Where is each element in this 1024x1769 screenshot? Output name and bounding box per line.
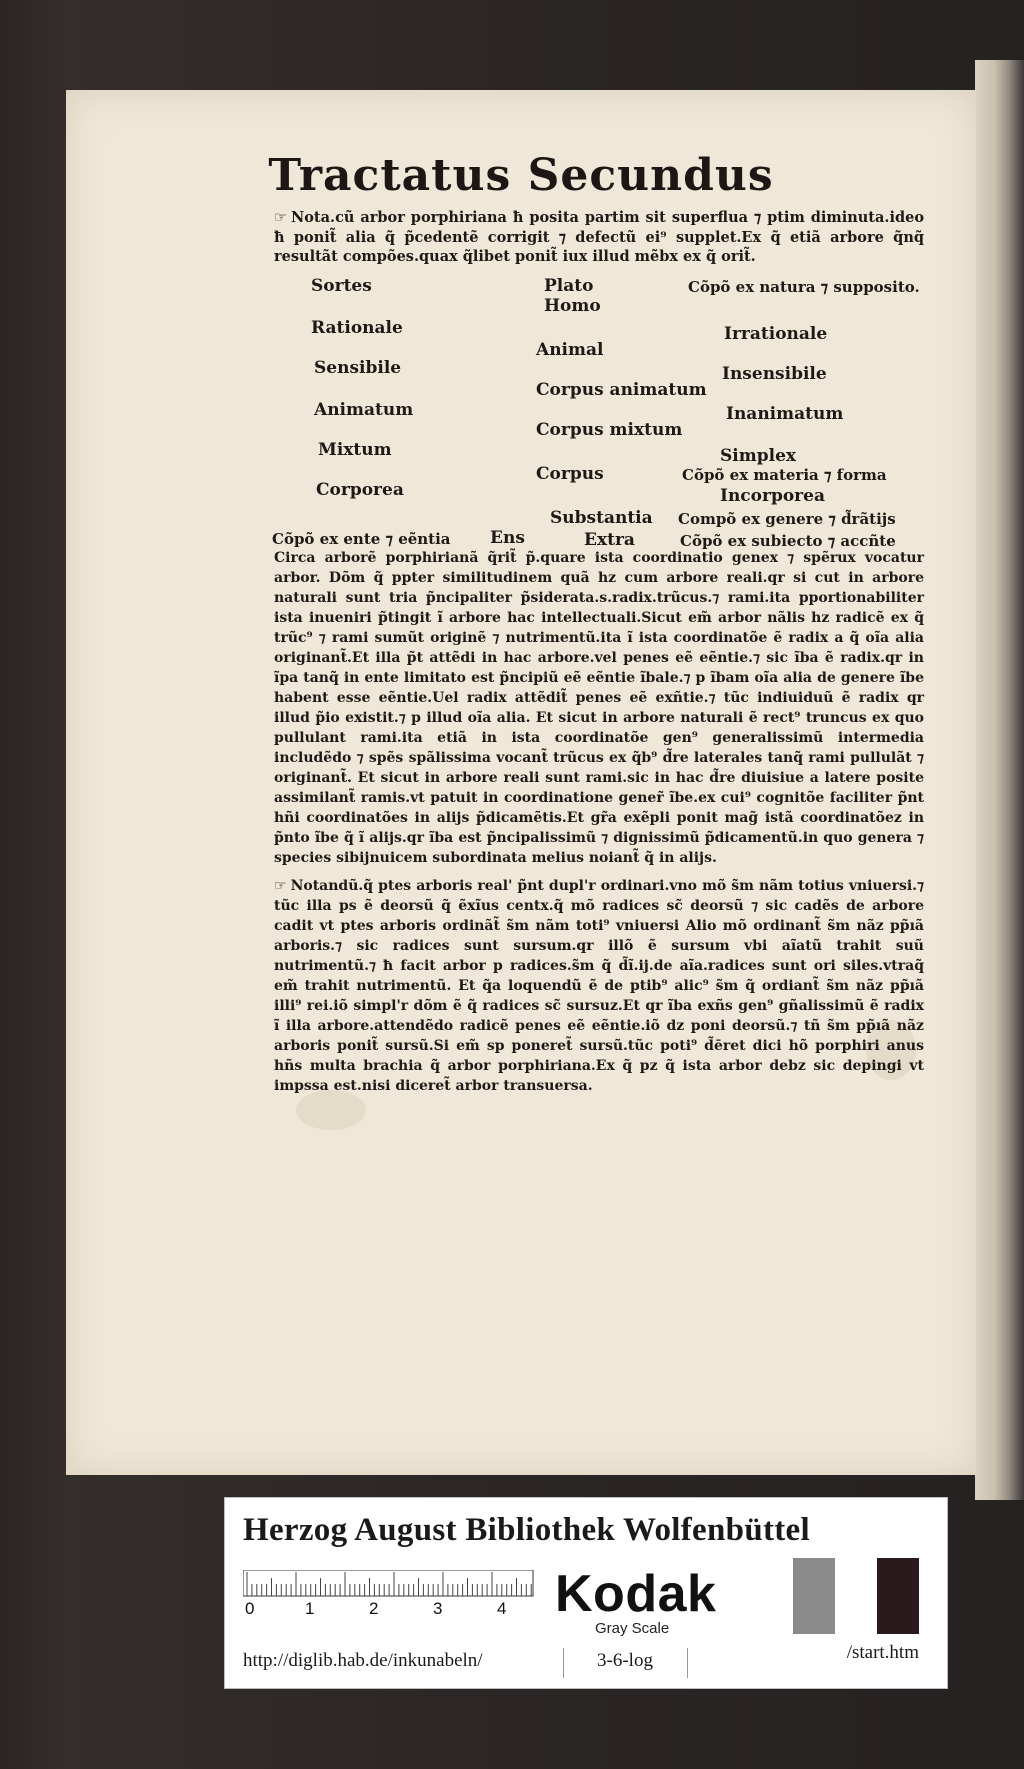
divider xyxy=(687,1648,688,1678)
porphyrian-tree xyxy=(66,90,976,590)
tree-label-materia-forma: Cõpõ ex materia ⁊ forma xyxy=(682,466,887,484)
pointing-hand-icon: ☞ xyxy=(274,210,287,226)
tree-label-corpus-animatum: Corpus animatum xyxy=(536,380,707,400)
page-heading: Tractatus Secundus xyxy=(268,150,774,201)
tree-label-corporea: Corporea xyxy=(316,480,404,500)
tree-label-sensibile: Sensibile xyxy=(314,358,402,378)
tree-label-simplex: Simplex xyxy=(720,446,797,466)
library-title: Herzog August Bibliothek Wolfenbüttel xyxy=(243,1512,810,1548)
ruler-number: 4 xyxy=(497,1599,507,1618)
tree-label-natura-supposito: Cõpõ ex natura ⁊ supposito. xyxy=(688,278,920,296)
url-id: 3-6-log xyxy=(597,1650,653,1671)
scale-ruler xyxy=(243,1570,543,1618)
tree-label-animatum: Animatum xyxy=(314,400,414,420)
gray-patch-dark xyxy=(877,1558,919,1634)
commentary-text xyxy=(274,548,924,1104)
tree-label-genere-differentiis: Compõ ex genere ⁊ d̃rãtijs xyxy=(678,510,896,528)
tree-label-ente-essentia: Cõpõ ex ente ⁊ eẽntia xyxy=(272,530,451,548)
tree-label-mixtum: Mixtum xyxy=(318,440,392,460)
url-row xyxy=(243,1642,929,1678)
url-base: http://diglib.hab.de/inkunabeln/ xyxy=(243,1650,483,1671)
tree-label-insensibile: Insensibile xyxy=(722,364,827,384)
tree-label-plato: Plato xyxy=(544,276,594,296)
gray-patch-white xyxy=(835,1558,877,1634)
tree-label-extra: Extra xyxy=(584,530,635,550)
kodak-logo: Kodak xyxy=(555,1565,717,1623)
book-page xyxy=(66,90,976,1475)
tree-label-homo: Homo xyxy=(544,296,601,316)
gray-scale-patches xyxy=(793,1558,919,1634)
tree-label-inanimatum: Inanimatum xyxy=(726,404,844,424)
pointing-hand-icon: ☞ xyxy=(274,878,287,894)
body-paragraph-2 xyxy=(274,876,924,1096)
tree-label-animal: Animal xyxy=(536,340,604,360)
adjacent-page-edge xyxy=(975,60,1024,1500)
tree-label-irrationale: Irrationale xyxy=(724,324,828,344)
tree-label-rationale: Rationale xyxy=(311,318,403,338)
url-suffix: /start.htm xyxy=(846,1642,919,1663)
tree-label-sortes: Sortes xyxy=(311,276,372,296)
divider xyxy=(563,1648,564,1678)
tree-label-corpus-mixtum: Corpus mixtum xyxy=(536,420,683,440)
ruler-number: 1 xyxy=(305,1599,315,1618)
intro-text: Nota.cũ arbor porphiriana ħ posita partim sit superflua ⁊ ptim diminuta.ideo ħ ponit̃ alia q̃ p̃cedentẽ corrigit ⁊ defectũ ei⁹ supplet.Ex q̃ etiã arbore q̃nq̃ resultãt compões.quax q̃libet ponit̃ iux illud mẽbx ex q̃ orit̃. xyxy=(274,209,924,265)
tree-label-incorporea: Incorporea xyxy=(720,486,825,506)
ruler-number: 3 xyxy=(433,1599,443,1618)
tree-label-corpus: Corpus xyxy=(536,464,604,484)
tree-label-subiecto-accidente: Cõpõ ex subiecto ⁊ accñte xyxy=(680,532,896,550)
body-paragraph-2-text: Notandũ.q̃ ptes arboris real' p̃nt dupl'r ordinari.vno mõ s̃m nãm totius vniuersi.⁊ tũc illa ps ẽ deorsũ q̃ ẽxĩus centx.q̃ mõ radices sc̃ deorsũ ⁊ sic cadẽs de arbore cadit vt ptes arboris ordinãt̃ s̃m nãm toti⁹ vniuersi Alio mõ ordinant̃ s̃m nãz pp̃ıã arboris.⁊ sic radices sunt sursum.qr illõ ẽ sursum vbi aĩatũ trahit suũ nutrimentũ.⁊ ħ facit arbor p radices.s̃m q̃ d̃ĩ.ij.de aĩa.radices sunt ori siles.vtraq̃ em̃ trahit nutrimentũ. Et q̃a loquendũ ẽ de ptib⁹ alic⁹ s̃m q̃ ordiant̃ s̃m nãz pp̃ıã illi⁹ rei.iõ simpl'r dõm ẽ q̃ radices sc̃ sursuz.Et qr ĩba exñs gen⁹ gñalissimũ ẽ radix ĩ illa arbore.attendẽdo radicẽ penes eẽ eẽntie.iõ dz poni deorsũ.⁊ tñ s̃m pp̃ıã nãz arboris ponit̃ sursũ.Si em̃ sp poneret̃ sursũ.tũc poti⁹ d̃ēret dici hõ porphiri anus hñs multa brachia q̃ arbor porphiriana.Ex q̃ pz q̃ ista arbor debz sic depingi vt impssa est.nisi diceret̃ arbor transuersa. xyxy=(274,878,924,1094)
tree-label-substantia: Substantia xyxy=(550,508,653,528)
ruler-number: 0 xyxy=(245,1599,255,1618)
tree-label-ens: Ens xyxy=(490,528,525,548)
body-paragraph-1: Circa arborẽ porphirianã q̃rit̃ p̃.quare ista coordinatio genex ⁊ spẽrux vocatur arbor. Dõm q̃ ppter similitudinem quã hz cum arbore reali.qr si cut in arbore naturali sunt tria p̃ncipaliter p̃siderata.s.radix.trũcus.⁊ rami.ita pportionabiliter ista inueniri p̃tingit ĩ arbore hac intellectuali.Sicut em̃ arbor nãlis hz radicẽ ex q̃ trũc⁹ ⁊ rami sumũt originẽ ⁊ nutrimentũ.ita ĩ ista coordinatõe ẽ radix a q̃ oĩa alia originant̃.Et illa p̃t attẽdi in hac arbore.vel penes eẽ eẽntie.⁊ sic ĩba ẽ radix.qr in ĩpa tanq̃ in ente limitato est p̃ncipiũ eẽ eẽntie ĩbale.⁊ p ĩbam oĩa alia de genere ĩbe habent esse eẽntie.Uel radix attẽdit̃ penes eẽ exñtie.⁊ tũc indiuiduũ ẽ radix qr illud p̃io existit.⁊ p illud oĩa alia. Et sicut in arbore naturali ẽ rect⁹ truncus ex quo pullulant rami.ita etiã in ista coordinatõe gen⁹ generalissimũ intermedia includẽdo ⁊ spẽs spãlissima vocant̃ trũcus ex q̃b⁹ d̃re laterales tanq̃ rami pullulãt ⁊ originant̃. Et sicut in arbore reali sunt rami.sic in hac d̃re diuisiue a latere posite assimilant̃ ramis.vt patuit in coordinatione gener̃ ĩbe.ex cui⁹ cognitõe faciliter p̃nt hñi coordinatões in alijs p̃dicamẽtis.Et gr̃a exẽpli ponit mag̃ istã coordinatõez in p̃nto ĩbe q̃ ĩ alijs.qr ĩba est p̃ncipalissimũ ⁊ dignissimũ p̃dicamentũ.in quo genera ⁊ species sibijnuicem subordinata melius noiant̃ q̃ in alijs. xyxy=(274,550,924,866)
color-target-card xyxy=(224,1497,948,1689)
ruler-number: 2 xyxy=(369,1599,379,1618)
gray-patch-mid xyxy=(793,1558,835,1634)
gray-scale-label: Gray Scale xyxy=(595,1620,670,1637)
